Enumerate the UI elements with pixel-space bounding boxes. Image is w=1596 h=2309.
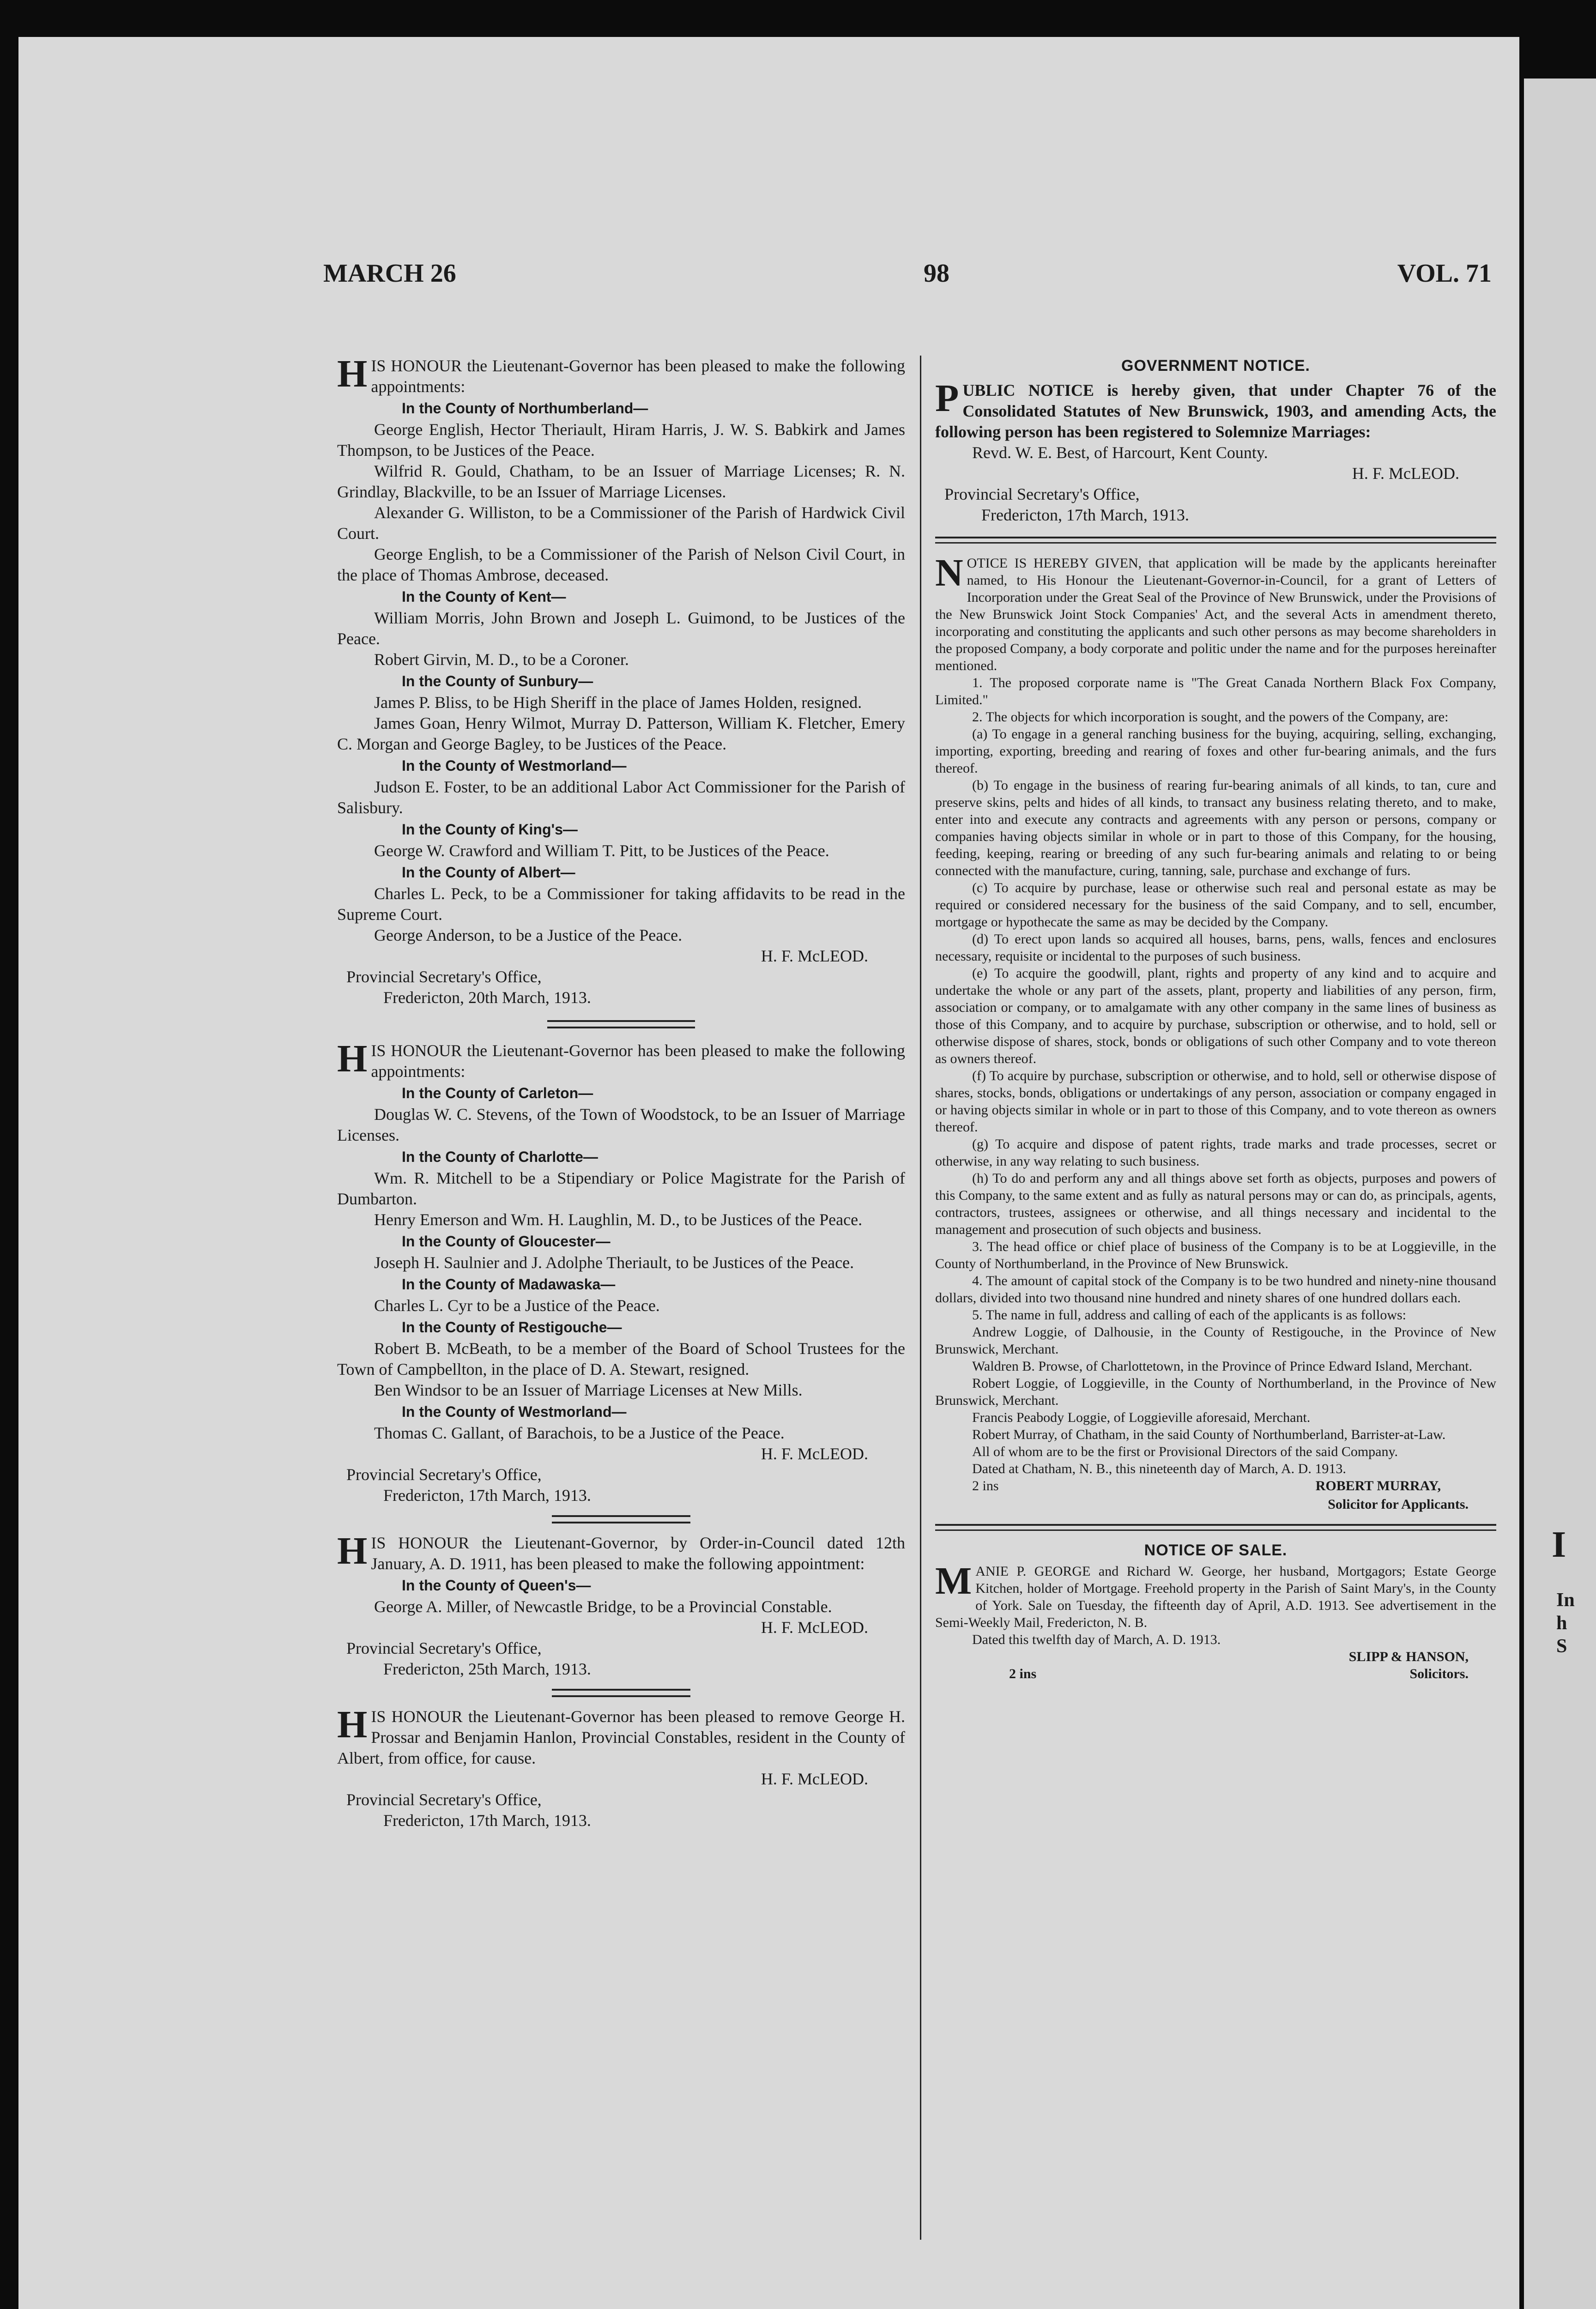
county-heading: In the County of Albert— [402, 864, 575, 881]
notice-title: GOVERNMENT NOTICE. [1121, 357, 1311, 375]
header-date: MARCH 26 [323, 259, 456, 288]
right-column [935, 356, 1496, 1684]
object-item: (e) To acquire the goodwill, plant, rights and property of any kind and to acquire and undertake the whole or any part of the assets, plant, property and liabilities of any person, firm, association or company, or to amalgamate with any other company in the same lines of business as those of this Company, and to acquire by purchase, subscription or otherwise, and to hold, sell or otherwise dispose of shares, stock, bonds or obligations of such other Company and to vote thereon as owners thereof. [935, 966, 1496, 1066]
signatory-role: Solicitor for Applicants. [1328, 1497, 1469, 1512]
appointments-notice-2 [337, 1037, 905, 1506]
notice-paragraph: 3. The head office or chief place of business of the Company is to be at Loggieville, in the County of Northumberland, in the Province of New Brunswick. [935, 1239, 1496, 1271]
appointment-item: George Anderson, to be a Justice of the Peace. [374, 926, 683, 944]
dated-line: Dated this twelfth day of March, A. D. 1913. [972, 1632, 1221, 1647]
appointment-item: George English, to be a Commissioner of the Parish of Nelson Civil Court, in the place of Thomas Ambrose, deceased. [337, 545, 905, 584]
appointment-item: George A. Miller, of Newcastle Bridge, to be a Provincial Constable. [374, 1597, 832, 1616]
section-separator [547, 1020, 695, 1028]
section-separator [552, 1515, 690, 1523]
edge-fragment: I [1552, 1524, 1566, 1565]
signature: H. F. McLEOD. [761, 947, 868, 965]
appointment-item: Douglas W. C. Stevens, of the Town of Woodstock, to be an Issuer of Marriage Licenses. [337, 1105, 905, 1144]
county-heading: In the County of Westmorland— [402, 757, 627, 774]
insertion-row [935, 1477, 1496, 1496]
appointment-item: Joseph H. Saulnier and J. Adolphe Theriault, to be Justices of the Peace. [374, 1253, 854, 1272]
registered-person: Revd. W. E. Best, of Harcourt, Kent County. [972, 443, 1268, 462]
section-separator [552, 1689, 690, 1697]
removal-notice [337, 1703, 905, 1831]
gazette-page [18, 37, 1519, 2309]
volume-number: VOL. 71 [1397, 259, 1492, 288]
county-heading: In the County of Sunbury— [402, 673, 593, 689]
signature: ROBERT MURRAY, [1315, 1478, 1441, 1493]
insertion-row [935, 1665, 1496, 1684]
appointment-item: George W. Crawford and William T. Pitt, to be Justices of the Peace. [374, 841, 829, 860]
object-item: (h) To do and perform any and all things above set forth as objects, purposes and powers of this Company, to the same extent and as fully as natural persons may or can do, as principals, agents, contractors, trustees, assignees or otherwise, and all things necessary and incidental to the management and prosecution of such objects and business. [935, 1171, 1496, 1237]
edge-fragment: In [1556, 1590, 1575, 1611]
appointment-item: George English, Hector Theriault, Hiram Harris, J. W. S. Babkirk and James Thompson, to be Justices of the Peace. [337, 420, 905, 459]
office-line: Provincial Secretary's Office, [346, 1639, 542, 1657]
section-rule [935, 1524, 1496, 1531]
incorporation-notice [935, 551, 1496, 1513]
appointment-item: Wm. R. Mitchell to be a Stipendiary or Police Magistrate for the Parish of Dumbarton. [337, 1169, 905, 1208]
drop-cap: N [935, 551, 963, 594]
object-item: (d) To erect upon lands so acquired all houses, barns, pens, walls, fences and enclosures necessary, requisite or incidental to the purposes of such business. [935, 931, 1496, 964]
office-line: Provincial Secretary's Office, [346, 967, 542, 986]
county-heading: In the County of Restigouche— [402, 1319, 622, 1336]
date-line: Fredericton, 17th March, 1913. [383, 1811, 591, 1830]
appointment-item: Charles L. Peck, to be a Commissioner for taking affidavits to be read in the Supreme Court. [337, 884, 905, 924]
edge-fragment: S [1556, 1636, 1567, 1657]
notice-intro: NOTICE IS HEREBY GIVEN, that application will be made by the applicants hereinafter named, to His Honour the Lieutenant-Governor-in-Council, for a grant of Letters of Incorporation under the Great Seal of the Province of New Brunswick, under the Provisions of the New Brunswick Joint Stock Companies' Act, and the several Acts in amendment thereto, incorporating and constituting the applicants and such other persons as may become shareholders in the proposed Company, a body corporate and politic under the name and for the purposes hereinafter mentioned. [935, 551, 1496, 673]
object-item: (g) To acquire and dispose of patent rights, trade marks and trade processes, secret or otherwise, in any way relating to such business. [935, 1136, 1496, 1169]
notice-intro: MANIE P. GEORGE and Richard W. George, her husband, Mortgagors; Estate George Kitchen, holder of Mortgage. Freehold property in the Parish of Saint Mary's, in the County of York. Sale on Tuesday, the fifteenth day of April, A.D. 1913. See advertisement in the Semi-Weekly Mail, Fredericton, N. B. [935, 1559, 1496, 1630]
county-heading: In the County of Carleton— [402, 1085, 593, 1101]
appointment-item: Robert Girvin, M. D., to be a Coroner. [374, 650, 629, 669]
signatory-role: Solicitors. [1409, 1666, 1469, 1681]
object-item: (b) To engage in the business of rearing fur-bearing animals of all kinds, to tan, cure and preserve skins, pelts and hides of all kinds, to transact any business relating thereto, and to make, enter into and execute any contracts and agreements with any person or persons, company or companies having objects similar in whole or in part to those of this Company, for the housing, feeding, keeping, rearing or breeding of any such fur-bearing animals and relating to or being connected with the manufacture, curing, tanning, sale, purchase and exchange of furs. [935, 778, 1496, 878]
drop-cap: H [337, 1037, 368, 1080]
appointments-notice-3 [337, 1529, 905, 1680]
appointment-item: Judson E. Foster, to be an additional Labor Act Commissioner for the Parish of Salisbury. [337, 778, 905, 817]
applicant: Waldren B. Prowse, of Charlottetown, in the Province of Prince Edward Island, Merchant. [972, 1359, 1473, 1374]
notice-intro: HIS HONOUR the Lieutenant-Governor has been pleased to make the following appointments: [337, 1037, 905, 1081]
signature: H. F. McLEOD. [761, 1770, 868, 1788]
appointments-notice-1 [337, 352, 905, 1008]
notice-intro: PUBLIC NOTICE is hereby given, that under Chapter 76 of the Consolidated Statutes of New Brunswick, 1903, and amending Acts, the following person has been registered to Solemnize Marriages: [935, 377, 1496, 441]
signature: H. F. McLEOD. [761, 1618, 868, 1637]
appointment-item: Henry Emerson and Wm. H. Laughlin, M. D., to be Justices of the Peace. [374, 1210, 863, 1229]
edge-fragment: h [1556, 1613, 1567, 1634]
dated-line: Dated at Chatham, N. B., this nineteenth day of March, A. D. 1913. [972, 1461, 1346, 1476]
office-line: Provincial Secretary's Office, [346, 1790, 542, 1809]
applicant: Robert Murray, of Chatham, in the said County of Northumberland, Barrister-at-Law. [972, 1427, 1446, 1442]
notice-of-sale [935, 1542, 1496, 1684]
signature: SLIPP & HANSON, [1348, 1649, 1469, 1664]
applicant: Francis Peabody Loggie, of Loggieville aforesaid, Merchant. [972, 1410, 1311, 1425]
county-heading: In the County of Northumberland— [402, 400, 648, 417]
notice-paragraph: 2. The objects for which incorporation is sought, and the powers of the Company, are: [972, 709, 1449, 725]
appointment-item: Thomas C. Gallant, of Barachois, to be a Justice of the Peace. [374, 1424, 785, 1442]
appointment-item: Charles L. Cyr to be a Justice of the Peace. [374, 1296, 660, 1315]
notice-intro: HIS HONOUR the Lieutenant-Governor, by Order-in-Council dated 12th January, A. D. 1911, has been pleased to make the following appointment: [337, 1529, 905, 1573]
date-line: Fredericton, 25th March, 1913. [383, 1660, 591, 1678]
office-line: Provincial Secretary's Office, [944, 485, 1140, 503]
appointment-item: Alexander G. Williston, to be a Commissioner of the Parish of Hardwick Civil Court. [337, 503, 905, 543]
notice-intro: HIS HONOUR the Lieutenant-Governor has been pleased to remove George H. Prossar and Benjamin Hanlon, Provincial Constables, resident in the County of Albert, from office, for cause. [337, 1703, 905, 1767]
county-heading: In the County of Gloucester— [402, 1233, 611, 1250]
appointment-item: Wilfrid R. Gould, Chatham, to be an Issuer of Marriage Licenses; R. N. Grindlay, Blackville, to be an Issuer of Marriage Licenses. [337, 462, 905, 501]
signature: H. F. McLEOD. [1352, 464, 1459, 483]
government-notice [935, 356, 1496, 526]
object-item: (a) To engage in a general ranching business for the buying, acquiring, selling, exchanging, importing, exporting, breeding and rearing of foxes and other fur-bearing animals, and the furs thereof. [935, 726, 1496, 776]
appointment-item: Ben Windsor to be an Issuer of Marriage Licenses at New Mills. [374, 1381, 803, 1399]
page-header [323, 259, 1492, 296]
appointment-item: James Goan, Henry Wilmot, Murray D. Patterson, William K. Fletcher, Emery C. Morgan and George Bagley, to be Justices of the Peace. [337, 714, 905, 753]
county-heading: In the County of Charlotte— [402, 1148, 598, 1165]
notice-paragraph: 4. The amount of capital stock of the Company is to be two hundred and ninety-nine thousand dollars, divided into two thousand nine hundred and ninety shares of one hundred dollars each. [935, 1273, 1496, 1306]
office-line: Provincial Secretary's Office, [346, 1465, 542, 1484]
appointment-item: Robert B. McBeath, to be a member of the Board of School Trustees for the Town of Campbellton, in the place of D. A. Stewart, resigned. [337, 1339, 905, 1378]
notice-title: NOTICE OF SALE. [1144, 1541, 1288, 1559]
appointment-item: James P. Bliss, to be High Sheriff in the place of James Holden, resigned. [374, 693, 862, 712]
notice-intro: HIS HONOUR the Lieutenant-Governor has been pleased to make the following appointments: [337, 352, 905, 396]
notice-paragraph: All of whom are to be the first or Provisional Directors of the said Company. [972, 1444, 1398, 1459]
signature: H. F. McLEOD. [761, 1445, 868, 1463]
column-divider [920, 356, 921, 2240]
appointment-item: William Morris, John Brown and Joseph L. Guimond, to be Justices of the Peace. [337, 609, 905, 648]
county-heading: In the County of Queen's— [402, 1577, 591, 1594]
drop-cap: M [935, 1559, 972, 1602]
left-column [337, 352, 905, 1831]
page-number: 98 [924, 259, 949, 288]
date-line: Fredericton, 17th March, 1913. [981, 506, 1189, 524]
drop-cap: H [337, 1703, 368, 1746]
county-heading: In the County of King's— [402, 821, 578, 838]
insertion-count: 2 ins [972, 1478, 999, 1493]
county-heading: In the County of Westmorland— [402, 1403, 627, 1420]
date-line: Fredericton, 20th March, 1913. [383, 988, 591, 1007]
insertion-count: 2 ins [1009, 1666, 1037, 1681]
object-item: (c) To acquire by purchase, lease or otherwise such real and personal estate as may be required or considered necessary for the business of the said Company, and to sell, encumber, mortgage or hypothecate the same as may be decided by the Company. [935, 880, 1496, 930]
date-line: Fredericton, 17th March, 1913. [383, 1486, 591, 1505]
applicant: Andrew Loggie, of Dalhousie, in the County of Restigouche, in the Province of New Brunswick, Merchant. [935, 1324, 1496, 1357]
notice-paragraph: 5. The name in full, address and calling of each of the applicants is as follows: [972, 1307, 1407, 1323]
adjacent-page-edge [1524, 79, 1596, 2309]
applicant: Robert Loggie, of Loggieville, in the County of Northumberland, in the Province of New Brunswick, Merchant. [935, 1376, 1496, 1408]
section-rule [935, 537, 1496, 544]
drop-cap: P [935, 377, 959, 420]
drop-cap: H [337, 1529, 368, 1572]
object-item: (f) To acquire by purchase, subscription or otherwise, and to hold, sell or otherwise dispose of shares, stocks, bonds, obligations or undertakings of any person, association or company engaged in or having objects similar in whole or in part to those of this Company, and to vote thereon as owners thereof. [935, 1068, 1496, 1135]
notice-paragraph: 1. The proposed corporate name is "The Great Canada Northern Black Fox Company, Limited." [935, 675, 1496, 707]
county-heading: In the County of Madawaska— [402, 1276, 616, 1293]
drop-cap: H [337, 352, 368, 395]
county-heading: In the County of Kent— [402, 588, 566, 605]
